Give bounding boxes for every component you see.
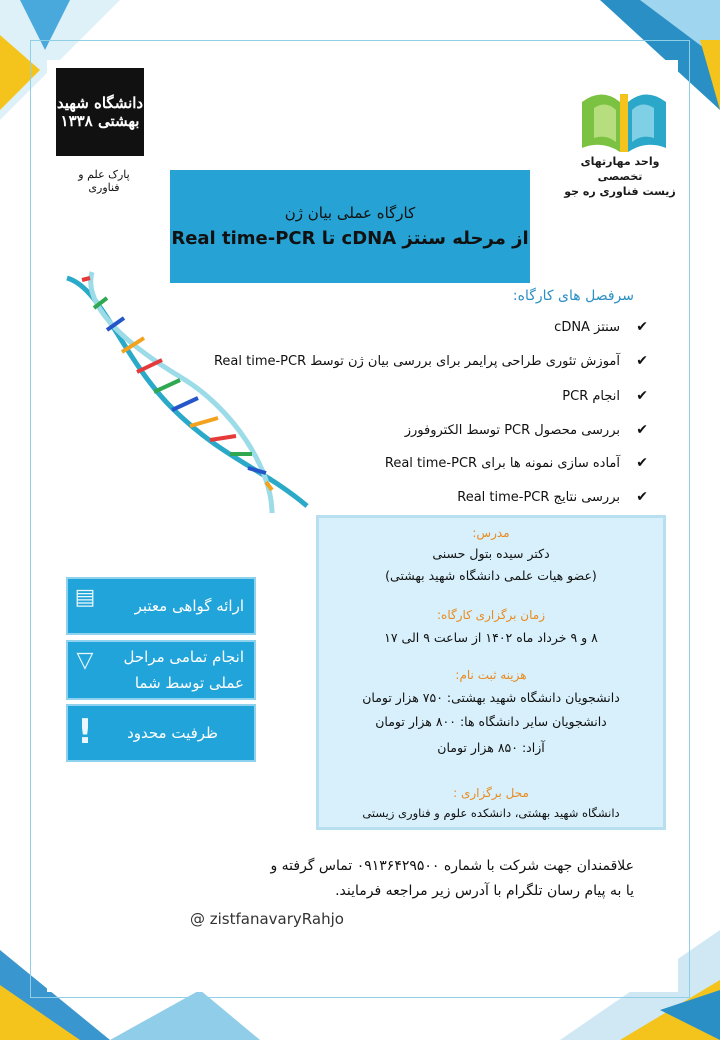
topic-item xyxy=(554,319,648,344)
feature-label: ظرفیت محدود xyxy=(127,724,218,742)
science-park-label: پارک علم و فناوری xyxy=(78,168,130,194)
unit-logo-line1: واحد مهارتهای تخصصی xyxy=(580,155,660,183)
university-logo: دانشگاه شهید بهشتی ۱۳۳۸ xyxy=(56,68,144,156)
funnel-icon: ▽ xyxy=(76,648,94,673)
instructor-role: (عضو هیات علمی دانشگاه شهید بهشتی) xyxy=(385,568,597,583)
contact-line: یا به پیام رسان تلگرام با آدرس زیر مراجعه فرمایند. xyxy=(335,883,634,899)
venue-heading: محل برگزاری : xyxy=(453,786,529,800)
checkmark-icon: ✔ xyxy=(636,388,648,404)
fee-line: آزاد: ۸۵۰ هزار تومان xyxy=(437,740,545,755)
book-logo-icon xyxy=(572,82,676,156)
fee-line: دانشجویان سایر دانشگاه ها: ۸۰۰ هزار تومان xyxy=(375,714,607,729)
dna-helix-illustration xyxy=(62,268,312,518)
checkmark-icon: ✔ xyxy=(636,422,648,438)
checkmark-icon: ✔ xyxy=(636,353,648,369)
checkmark-icon: ✔ xyxy=(636,489,648,505)
topic-text: آماده سازی نمونه ها برای Real time-PCR xyxy=(384,456,620,471)
topic-text: انجام PCR xyxy=(562,389,620,404)
topic-item xyxy=(457,489,648,514)
topics-heading: سرفصل های کارگاه: xyxy=(512,288,634,304)
document-icon: ▤ xyxy=(74,585,96,610)
topic-item xyxy=(404,422,648,447)
feature-certificate xyxy=(66,577,256,635)
feature-label: ارائه گواهی معتبر xyxy=(134,597,244,615)
schedule-heading: زمان برگزاری کارگاه: xyxy=(437,608,545,622)
unit-logo-text xyxy=(560,154,680,199)
feature-hands-on xyxy=(66,640,256,700)
workshop-info-box xyxy=(316,515,666,830)
checkmark-icon: ✔ xyxy=(636,455,648,471)
telegram-handle[interactable]: @ zistfanavaryRahjo xyxy=(190,910,344,928)
topic-text: بررسی محصول PCR توسط الکتروفورز xyxy=(404,423,620,438)
workshop-title: کارگاه عملی بیان ژن xyxy=(284,204,416,222)
instructor-name: دکتر سیده بتول حسنی xyxy=(432,546,550,561)
topic-text: بررسی نتایج Real time-PCR xyxy=(457,490,620,505)
instructor-heading: مدرس: xyxy=(472,526,510,540)
checkmark-icon: ✔ xyxy=(636,319,648,335)
feature-label: انجام تمامی مراحل xyxy=(123,648,244,666)
feature-label: عملی توسط شما xyxy=(134,674,244,692)
topic-text: آموزش تئوری طراحی پرایمر برای بررسی بیان ژن توسط Real time-PCR xyxy=(213,354,620,369)
venue-text: دانشگاه شهید بهشتی، دانشکده علوم و فناوری زیستی xyxy=(362,806,620,820)
topic-item xyxy=(213,353,648,378)
topic-text: سنتز cDNA xyxy=(554,320,620,335)
topic-item xyxy=(562,388,648,413)
fee-line: دانشجویان دانشگاه شهید بهشتی: ۷۵۰ هزار تومان xyxy=(362,690,620,705)
fee-heading: هزینه ثبت نام: xyxy=(455,668,527,682)
exclamation-icon: ! xyxy=(77,712,93,752)
unit-logo-line2: زیست فناوری ره جو xyxy=(564,185,676,198)
schedule-text: ۸ و ۹ خرداد ماه ۱۴۰۲ از ساعت ۹ الی ۱۷ xyxy=(384,630,598,645)
workshop-title-box xyxy=(170,170,530,283)
workshop-subtitle: از مرحله سنتز cDNA تا Real time-PCR xyxy=(171,228,529,249)
feature-limited-capacity xyxy=(66,704,256,762)
topic-item xyxy=(384,455,648,480)
contact-line: علاقمندان جهت شرکت با شماره ۰۹۱۳۶۴۲۹۵۰۰ تماس گرفته و xyxy=(270,858,634,874)
